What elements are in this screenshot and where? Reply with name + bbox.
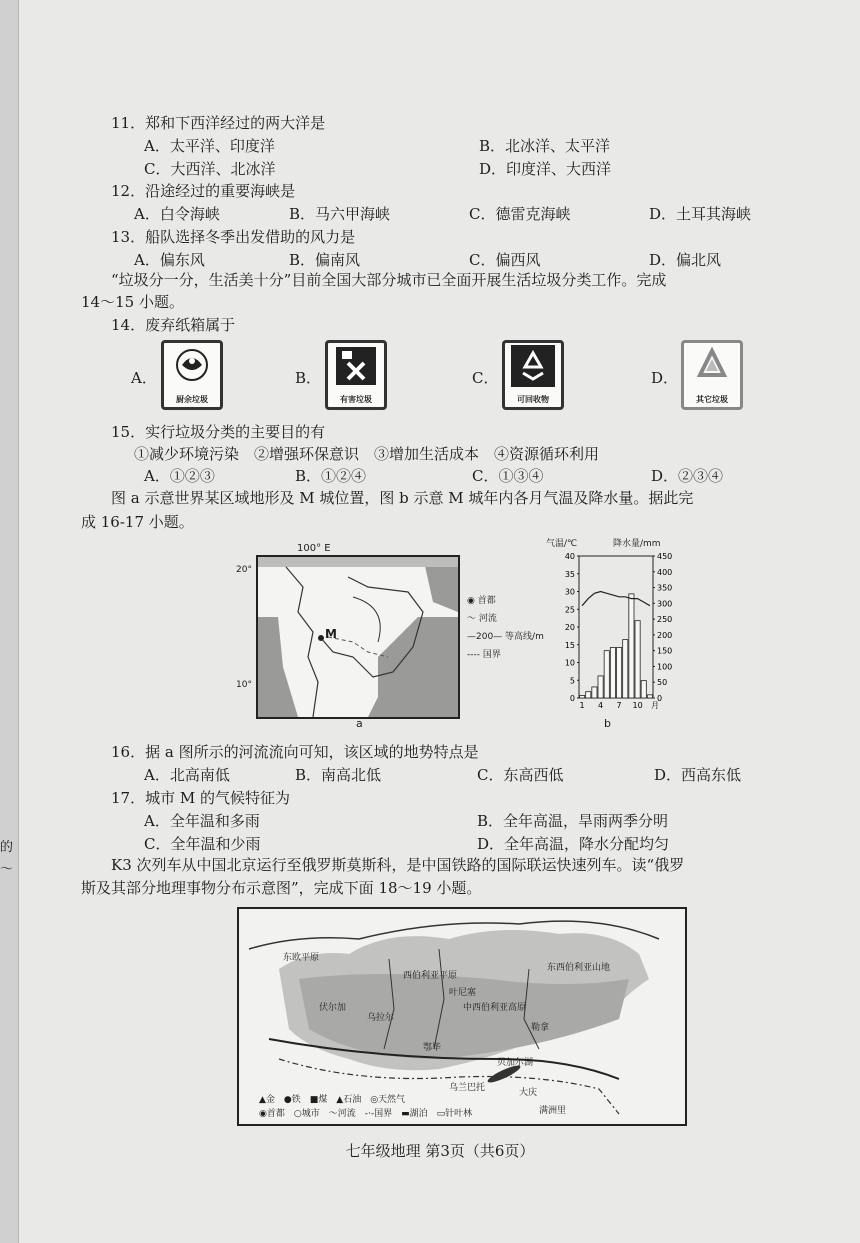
month-tick-label: 7	[616, 701, 622, 710]
q13-option-d[interactable]: D．偏北风	[649, 251, 722, 269]
russia-label-ulaanbaatar: 乌兰巴托	[449, 1083, 486, 1093]
q16-option-b[interactable]: B．南高北低	[295, 766, 382, 784]
legend-border: ---- 国界	[467, 650, 501, 660]
q11-option-d[interactable]: D．印度洋、大西洋	[479, 160, 612, 178]
q12-option-a[interactable]: A．白令海峡	[134, 205, 220, 223]
precipitation-bar	[617, 648, 622, 698]
russia-label-east-european-plain: 东欧平原	[283, 953, 320, 963]
q15-stem: 15．实行垃圾分类的主要目的有	[111, 423, 326, 441]
q14-option-a[interactable]: A．	[131, 369, 157, 387]
precipitation-bar	[647, 695, 652, 698]
right-tick-label: 400	[657, 567, 673, 577]
precipitation-bar	[641, 681, 646, 698]
chart-frame	[579, 556, 653, 698]
precipitation-bar	[592, 687, 597, 698]
left-tick-label: 35	[564, 569, 575, 579]
q12-option-b[interactable]: B．马六甲海峡	[289, 205, 391, 223]
q15-option-d[interactable]: D．②③④	[651, 467, 724, 485]
other-waste-sign-icon[interactable]	[681, 340, 743, 410]
right-tick-label: 450	[657, 552, 673, 561]
russia-label-manzhouli: 满洲里	[539, 1106, 567, 1116]
russia-label-ural: 乌拉尔	[367, 1013, 395, 1023]
city-m-marker	[318, 635, 324, 641]
q17-stem: 17．城市 M 的气候特征为	[111, 789, 290, 807]
precipitation-bar	[598, 676, 603, 698]
intro18-line2: 斯及其部分地理事物分布示意图”，完成下面 18～19 小题。	[81, 879, 482, 897]
q12-stem: 12．沿途经过的重要海峡是	[111, 182, 296, 200]
month-tick-label: 10	[632, 701, 643, 710]
precipitation-bar	[586, 692, 591, 698]
q11-option-b[interactable]: B．北冰洋、太平洋	[479, 137, 611, 155]
precipitation-bar	[610, 648, 615, 698]
margin-text-1: 的	[0, 840, 14, 855]
page-footer: 七年级地理 第3页（共6页）	[345, 1142, 535, 1160]
intro16-line2: 成 16-17 小题。	[81, 513, 194, 531]
left-tick-label: 40	[564, 552, 575, 561]
q17-option-c[interactable]: C．全年温和少雨	[144, 835, 261, 853]
map-a-lat-20: 20°	[236, 565, 252, 575]
q11-option-a[interactable]: A．太平洋、印度洋	[144, 137, 275, 155]
month-tick-label: 1	[579, 701, 585, 710]
left-tick-label: 10	[564, 658, 575, 668]
map-a-longitude: 100° E	[297, 543, 331, 554]
month-unit-label: 月	[651, 701, 659, 710]
q17-option-a[interactable]: A．全年温和多雨	[144, 812, 260, 830]
right-tick-label: 350	[657, 583, 673, 593]
q16-option-a[interactable]: A．北高南低	[144, 766, 230, 784]
q17-option-d[interactable]: D．全年高温，降水分配均匀	[477, 835, 670, 853]
russia-label-lena: 勒拿	[531, 1023, 550, 1033]
chart-b-left-title: 气温/℃	[546, 539, 578, 549]
hazardous-waste-sign-icon[interactable]	[325, 340, 387, 410]
q17-option-b[interactable]: B．全年高温，旱雨两季分明	[477, 812, 669, 830]
left-tick-label: 15	[564, 640, 575, 650]
map-a-caption: a	[356, 717, 363, 730]
recyclable-label: 可回收物	[517, 395, 549, 404]
right-tick-label: 300	[657, 599, 673, 609]
left-tick-label: 20	[564, 623, 575, 632]
legend-contour: —200— 等高线/m	[467, 632, 544, 642]
q14-stem: 14．废弃纸箱属于	[111, 316, 236, 334]
map-a	[256, 555, 460, 719]
precipitation-bar	[580, 695, 585, 698]
food-waste-sign-icon[interactable]	[161, 340, 223, 410]
left-tick-label: 0	[569, 694, 575, 703]
q14-option-d[interactable]: D．	[651, 369, 679, 387]
q14-option-b[interactable]: B．	[295, 369, 322, 387]
precipitation-bar	[623, 640, 628, 698]
left-tick-label: 5	[569, 676, 575, 686]
q15-option-b[interactable]: B．①②④	[295, 467, 367, 485]
month-tick-label: 4	[598, 701, 604, 710]
chart-b-right-title: 降水量/mm	[613, 539, 661, 549]
q16-stem: 16．据 a 图所示的河流流向可知，该区域的地势特点是	[111, 743, 479, 761]
hazardous-waste-label: 有害垃圾	[340, 395, 372, 404]
food-waste-label: 厨余垃圾	[176, 395, 208, 404]
q15-option-a[interactable]: A．①②③	[144, 467, 215, 485]
precipitation-bar	[629, 594, 634, 698]
map-a-lat-10: 10°	[236, 680, 252, 690]
right-tick-label: 50	[657, 678, 668, 688]
right-tick-label: 200	[657, 630, 673, 640]
q16-option-c[interactable]: C．东高西低	[477, 766, 564, 784]
climate-chart	[541, 548, 691, 718]
q13-option-c[interactable]: C．偏西风	[469, 251, 541, 269]
map-a-terrain	[258, 557, 458, 717]
q12-option-c[interactable]: C．德雷克海峡	[469, 205, 571, 223]
q11-stem: 11．郑和下西洋经过的两大洋是	[111, 114, 326, 132]
city-m-label: M	[325, 627, 337, 641]
russia-map-legend-row2: ◉首都 ○城市 ～河流 -·-国界 ▬湖泊 ▭针叶林	[259, 1109, 473, 1119]
right-tick-label: 0	[657, 694, 663, 703]
russia-label-volga: 伏尔加	[319, 1003, 347, 1013]
russia-label-east-siberian-mountains: 东西伯利亚山地	[547, 963, 611, 973]
precipitation-bar	[635, 621, 640, 698]
intro14-line1: “垃圾分一分，生活美十分”目前全国大部分城市已全面开展生活垃圾分类工作。完成	[111, 271, 667, 289]
left-tick-label: 25	[564, 605, 575, 615]
russia-label-west-siberian-plain: 西伯利亚平原	[403, 971, 458, 981]
precipitation-bar	[604, 651, 609, 698]
margin-text-2: ～	[0, 862, 14, 877]
intro18-line1: K3 次列车从中国北京运行至俄罗斯莫斯科，是中国铁路的国际联运快速列车。读“俄罗	[111, 856, 685, 874]
q11-option-c[interactable]: C．大西洋、北冰洋	[144, 160, 276, 178]
russia-label-daqing: 大庆	[519, 1088, 538, 1098]
right-tick-label: 100	[657, 662, 673, 672]
intro16-line1: 图 a 示意世界某区域地形及 M 城位置，图 b 示意 M 城年内各月气温及降水量。据此完	[111, 489, 694, 507]
q13-option-a[interactable]: A．偏东风	[134, 251, 205, 269]
other-waste-label: 其它垃圾	[696, 395, 728, 404]
left-tick-label: 30	[564, 587, 575, 597]
legend-river: 〜 河流	[467, 614, 497, 624]
intro14-line2: 14～15 小题。	[81, 293, 184, 311]
russia-label-ob: 鄂毕	[423, 1043, 442, 1053]
q15-option-c[interactable]: C．①③④	[472, 467, 544, 485]
q14-option-c[interactable]: C．	[472, 369, 499, 387]
q12-option-d[interactable]: D．土耳其海峡	[649, 205, 752, 223]
exam-page	[18, 0, 860, 1243]
temperature-line	[582, 592, 650, 606]
russia-label-yenisei: 叶尼塞	[449, 988, 477, 998]
right-tick-label: 250	[657, 615, 673, 625]
legend-capital: ◉ 首都	[467, 596, 496, 606]
russia-label-central-siberian-plateau: 中西伯利亚高原	[463, 1003, 527, 1013]
q15-items: ①减少环境污染 ②增强环保意识 ③增加生活成本 ④资源循环利用	[134, 445, 600, 463]
recyclable-sign-icon[interactable]	[502, 340, 564, 410]
q13-stem: 13．船队选择冬季出发借助的风力是	[111, 228, 356, 246]
russia-map-legend-row1: ▲金 ●铁 ■煤 ▲石油 ◎天然气	[259, 1095, 406, 1105]
q13-option-b[interactable]: B．偏南风	[289, 251, 361, 269]
russia-label-baikal: 贝加尔湖	[497, 1058, 534, 1068]
q16-option-d[interactable]: D．西高东低	[654, 766, 742, 784]
right-tick-label: 150	[657, 646, 673, 656]
chart-b-caption: b	[604, 717, 611, 730]
